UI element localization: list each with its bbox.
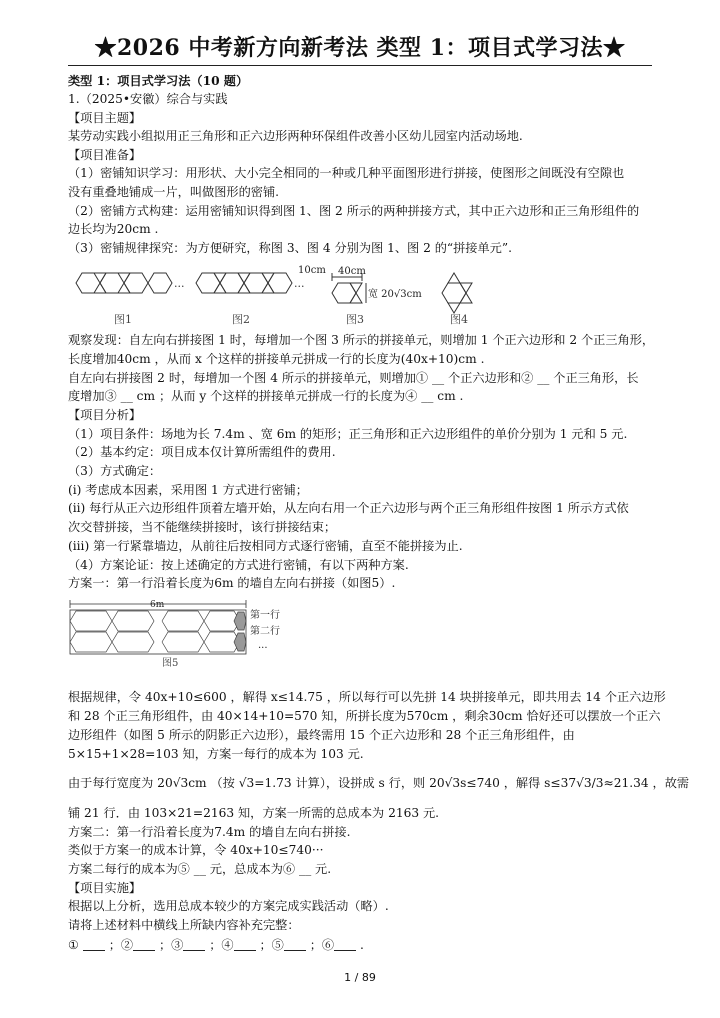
figure-5-shaded-hexagon-row-2 [234,633,246,651]
calc-line-2: 和 28 个正三角形组件，由 40×14+10=570 知，所拼长度为570cm ，剩余30cm 恰好还可以摆放一个正六 [68,709,661,723]
rule-ii-line-a: (ii) 每行从正六边形组件顶着左墙开始，从左向右用一个正六边形与两个正三角形组件按图 1 所示方式依 [68,501,629,515]
answer-blank-5[interactable] [284,938,306,951]
implementation-text: 根据以上分析，选用总成本较少的方案完成实践活动（略）. [68,899,389,913]
answer-marker-1: ① [68,938,79,952]
figure-5-row-2-tiles [70,632,240,652]
calc-line-6: 铺 21 行．由 103×21=2163 知，方案一所需的总成本为 2163 元. [68,806,440,820]
answer-blank-3[interactable] [183,938,205,951]
fill-prompt: 请将上述材料中横线上所缺内容补充完整： [68,918,300,932]
title-underline [68,65,652,66]
figure-2-ellipsis: ... [294,277,305,290]
observation-line-2: 长度增加40cm ，从而 x 个这样的拼接单元拼成一行的长度为(40x+10)cm . [68,352,485,366]
answer-marker-4: ；④ [209,938,234,952]
answer-marker-5: ；⑤ [259,938,284,952]
figure-5-rows-ellipsis: ... [258,640,268,651]
analysis-agreement: （2）基本约定：项目成本仅计算所需组件的费用. [68,445,336,459]
answer-blank-4[interactable] [234,938,256,951]
figure-4-caption: 图4 [450,313,468,326]
figure-3-dim-width: 宽 20√3cm [368,289,422,300]
prep-2-line-a: （2）密铺方式构建：运用密铺知识得到图 1、图 2 所示的两种拼接方式，其中正六边形和正三角形组件的 [68,204,640,218]
analysis-method: （3）方式确定： [68,464,162,478]
prep-2-line-b: 边长均为20cm . [68,222,159,236]
prep-1-line-a: （1）密铺知识学习：用形状、大小完全相同的一种或几种平面图形进行拼接，使图形之间既没有空隙也 [68,166,625,180]
analysis-plans: （4）方案论证：按上述确定的方式进行密铺，有以下两种方案. [68,558,409,572]
calc-line-4: 5×15+1×28=103 知，方案一每行的成本为 103 元. [68,747,364,761]
figure-5-row-1-label: 第一行 [250,610,280,621]
plan-2-intro: 方案二：第一行沿着长度为7.4m 的墙自左向右拼接. [68,825,351,839]
figure-3-unit [332,273,366,303]
figure-5-caption: 图5 [162,658,179,669]
figure-2-caption: 图2 [232,313,250,326]
figure-1-ellipsis: ... [174,277,185,290]
question-source: 1.（2025•安徽）综合与实践 [68,92,228,106]
calc-line-3: 边形组件（如图 5 所示的阴影正六边形），最终需用 15 个正六边形和 28 个正三角形组件，由 [68,728,575,742]
figure-4-unit [442,273,472,313]
answer-blank-1[interactable] [83,938,105,951]
prep-1-line-b: 没有重叠地铺成一片，叫做图形的密铺. [68,185,280,199]
rule-i: (i) 考虑成本因素，采用图 1 方式进行密铺； [68,483,308,497]
prep-3: （3）密铺规律探究：为方便研究，称图 3、图 4 分别为图 1、图 2 的“拼接单元”. [68,241,512,255]
figure-3-dim-40cm: 40cm [338,266,366,277]
plan-2-calc: 类似于方案一的成本计算，令 40x+10≤740··· [68,843,324,857]
plan-2-cost: 方案二每行的成本为⑤ __ 元，总成本为⑥ __ 元. [68,862,332,876]
section-heading: 类型 1：项目式学习法（10 题） [68,74,249,88]
tiling-figures-1-4 [66,263,486,329]
rule-ii-line-b: 次交替拼接，当不能继续拼接时，该行拼接结束； [68,520,337,534]
figure-5-row-2-label: 第二行 [250,626,280,637]
topic-text: 某劳动实践小组拟用正三角形和正六边形两种环保组件改善小区幼儿园室内活动场地. [68,129,523,143]
answer-marker-2: ；② [108,938,134,952]
figure-1-tiling [76,273,172,293]
observation-line-1: 观察发现：自左向右拼接图 1 时，每增加一个图 3 所示的拼接单元，则增加 1 个正六边形和 2 个正三角形， [68,333,655,347]
answer-blank-6[interactable] [334,938,356,951]
answer-blank-2[interactable] [133,938,155,951]
observation-line-4: 度增加③ __ cm ；从而 y 个这样的拼接单元拼成一行的长度为④ __ cm . [68,389,464,403]
figure-5-row-1-tiles [70,611,240,631]
analysis-label: 【项目分析】 [68,408,142,422]
figure-5-shaded-hexagon-row-1 [234,612,246,630]
prep-label: 【项目准备】 [68,148,142,162]
topic-label: 【项目主题】 [68,111,142,125]
rule-iii: (iii) 第一行紧靠墙边，从前往后按相同方式逐行密铺，直至不能拼接为止. [68,539,463,553]
answer-marker-3: ；③ [158,938,184,952]
figure-5-dim-6m: 6m [150,600,165,610]
figure-3-dim-10cm: 10cm [298,265,326,276]
answer-marker-6: ；⑥ [309,938,335,952]
figure-5-layout [66,598,306,670]
calc-line-1: 根据规律，令 40x+10≤600 ，解得 x≤14.75 ，所以每行可以先拼 14 块拼接单元，即共用去 14 个正六边形 [68,690,666,704]
observation-line-3: 自左向右拼接图 2 时，每增加一个图 4 所示的拼接单元，则增加① __ 个正六边形和② __ 个正三角形，长 [68,371,639,385]
page-title: ★2026 中考新方向新考法 类型 1：项目式学习法★ [94,35,626,61]
page-number: 1 / 89 [344,971,376,984]
figure-1-caption: 图1 [114,313,132,326]
figure-3-caption: 图3 [346,313,364,326]
answer-line [68,936,654,955]
implementation-label: 【项目实施】 [68,881,142,895]
calc-line-5: 由于每行宽度为 20√3cm （按 √3=1.73 计算），设拼成 s 行，则 20√3s≤740 ，解得 s≤37√3/3≈21.34 ，故需 [68,776,690,790]
answer-end: . [359,938,364,952]
plan-1-intro: 方案一：第一行沿着长度为6m 的墙自左向右拼接（如图5）. [68,576,396,590]
analysis-condition: （1）项目条件：场地为长 7.4m 、宽 6m 的矩形；正三角形和正六边形组件的单价分别为 1 元和 5 元. [68,427,628,441]
figure-2-tiling [196,273,292,293]
